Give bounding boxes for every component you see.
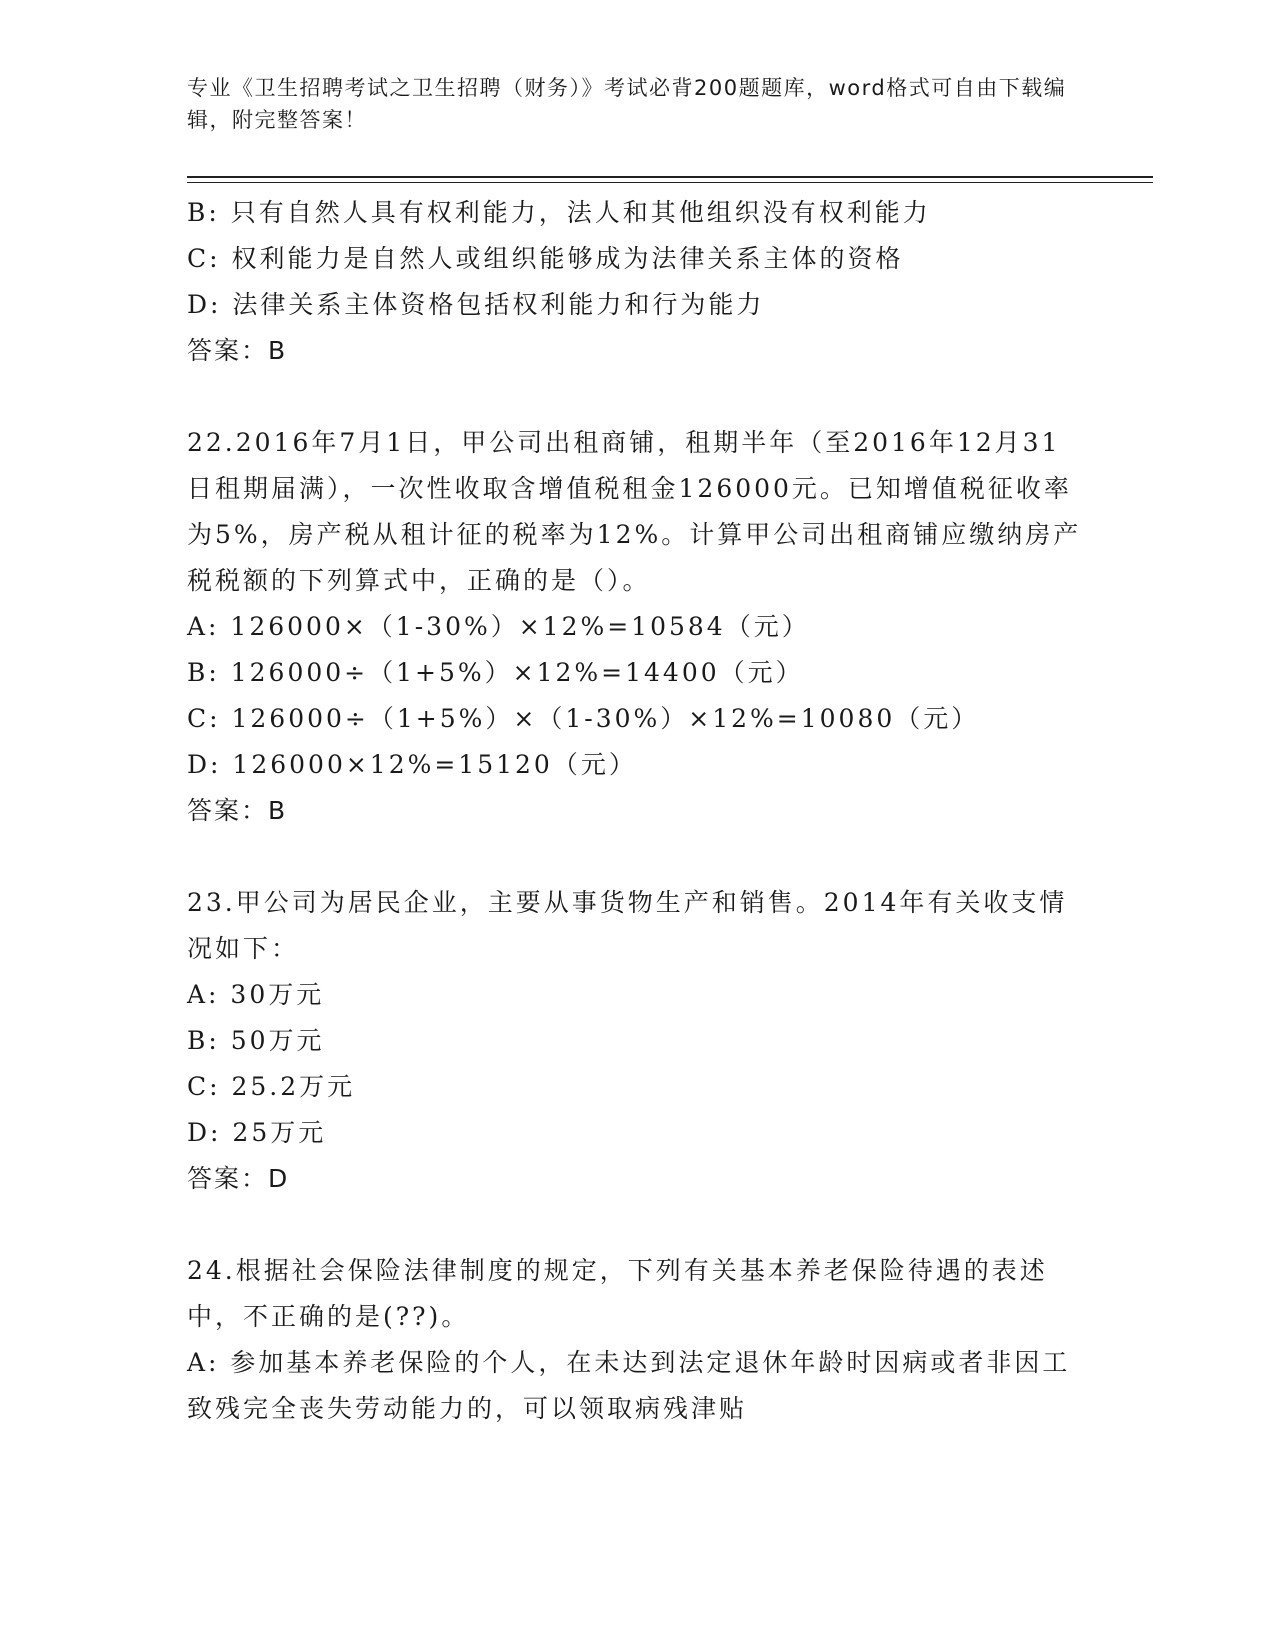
answer-line: 答案：B [187, 796, 288, 825]
option-b: B: 126000÷（1+5%）×12%=14400（元） [187, 658, 804, 687]
option-c: C: 25.2万元 [187, 1072, 356, 1101]
question-text: 22.2016年7月1日，甲公司出租商铺，租期半年（至2016年12月31日租期届满），一次性收取含增值税租金126000元。已知增值税征收率为5%，房产税从租计征的税率为12%。计算甲公司出租商铺应缴纳房产税税额的下列算式中，正确的是（）。 [187, 428, 1082, 595]
question-block-21 [187, 190, 1087, 374]
answer-line: 答案：B [187, 336, 288, 365]
question-text: 24.根据社会保险法律制度的规定，下列有关基本养老保险待遇的表述中，不正确的是(??)。 [187, 1256, 1048, 1331]
option-d: D: 法律关系主体资格包括权利能力和行为能力 [187, 290, 765, 319]
header-divider-thick [187, 176, 1153, 178]
spacer [187, 834, 1087, 880]
option-c: C: 126000÷（1+5%）×（1-30%）×12%=10080（元） [187, 704, 980, 733]
document-header-title: 专业《卫生招聘考试之卫生招聘（财务）》考试必背200题题库，word格式可自由下载编辑，附完整答案！ [187, 76, 1067, 132]
option-a: A: 126000×（1-30%）×12%=10584（元） [187, 612, 810, 641]
option-b: B: 只有自然人具有权利能力，法人和其他组织没有权利能力 [187, 198, 931, 227]
spacer [187, 374, 1087, 420]
spacer [187, 1202, 1087, 1248]
question-block-22 [187, 420, 1087, 834]
option-d: D: 126000×12%=15120（元） [187, 750, 637, 779]
question-list [187, 190, 1087, 1432]
option-b: B: 50万元 [187, 1026, 325, 1055]
option-d: D: 25万元 [187, 1118, 327, 1147]
answer-line: 答案：D [187, 1164, 290, 1193]
option-c: C: 权利能力是自然人或组织能够成为法律关系主体的资格 [187, 244, 904, 273]
option-a: A: 30万元 [187, 980, 325, 1009]
question-block-23 [187, 880, 1087, 1202]
question-block-24 [187, 1248, 1087, 1432]
option-a: A: 参加基本养老保险的个人，在未达到法定退休年龄时因病或者非因工致残完全丧失劳动能力的，可以领取病残津贴 [187, 1348, 1071, 1423]
header-divider-thin [187, 182, 1153, 183]
question-text: 23.甲公司为居民企业，主要从事货物生产和销售。2014年有关收支情况如下： [187, 888, 1068, 963]
